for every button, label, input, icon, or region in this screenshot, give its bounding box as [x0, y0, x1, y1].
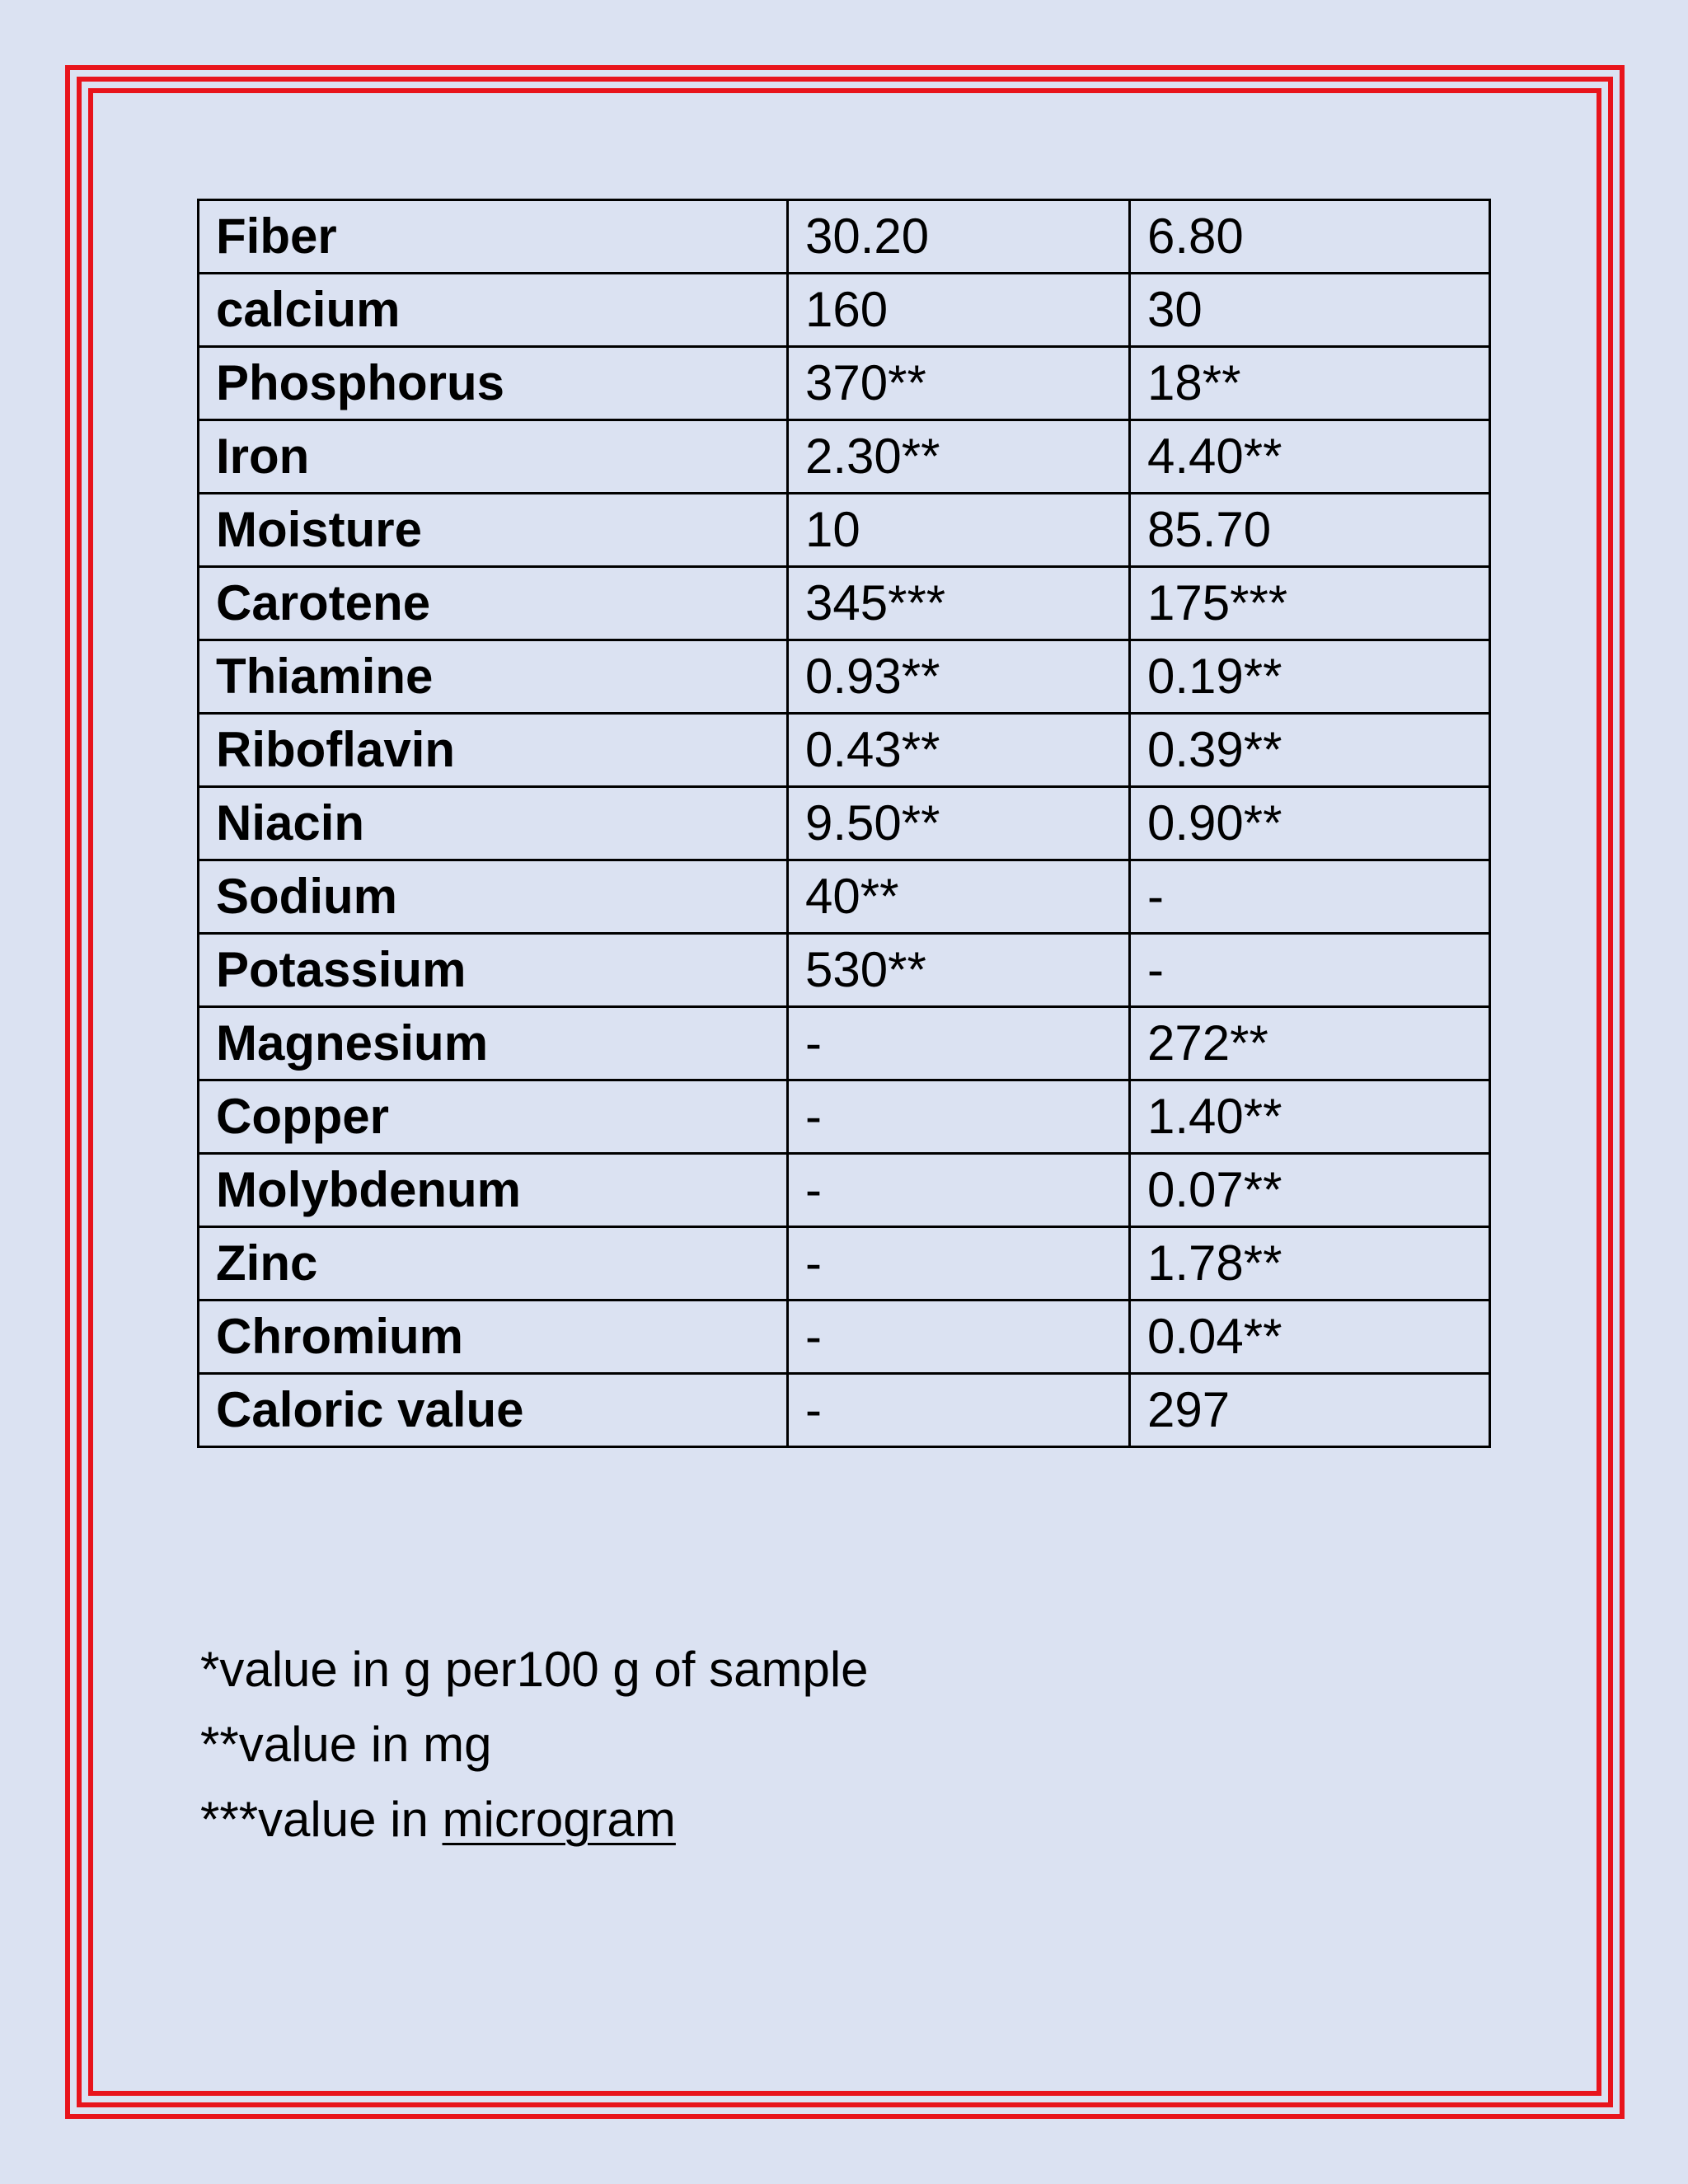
value-cell-2: 85.70 [1130, 494, 1490, 567]
table-row [199, 420, 1490, 494]
table-row [199, 787, 1490, 860]
nutrient-name-cell: Niacin [199, 787, 788, 860]
value-cell-2: 1.40** [1130, 1080, 1490, 1154]
value-cell-1: - [788, 1154, 1130, 1227]
nutrient-name-cell: Fiber [199, 200, 788, 274]
table-row [199, 200, 1490, 274]
nutrient-name-cell: Moisture [199, 494, 788, 567]
value-cell-2: 175*** [1130, 567, 1490, 640]
nutrient-name-cell: Riboflavin [199, 714, 788, 787]
value-cell-2: 1.78** [1130, 1227, 1490, 1301]
value-cell-1: 370** [788, 347, 1130, 420]
table-row [199, 934, 1490, 1007]
nutrient-table-body [199, 200, 1490, 1447]
table-row [199, 347, 1490, 420]
nutrient-name-cell: Phosphorus [199, 347, 788, 420]
value-cell-2: 0.07** [1130, 1154, 1490, 1227]
value-cell-1: 9.50** [788, 787, 1130, 860]
table-row [199, 494, 1490, 567]
table-row [199, 1227, 1490, 1301]
table-row [199, 640, 1490, 714]
nutrient-name-cell: Potassium [199, 934, 788, 1007]
footnote-milligrams: **value in mg [200, 1717, 492, 1772]
value-cell-2: 297 [1130, 1374, 1490, 1447]
table-row [199, 1154, 1490, 1227]
value-cell-2: 30 [1130, 274, 1490, 347]
nutrient-name-cell: Carotene [199, 567, 788, 640]
nutrient-name-cell: Zinc [199, 1227, 788, 1301]
value-cell-1: 2.30** [788, 420, 1130, 494]
nutrient-name-cell: Copper [199, 1080, 788, 1154]
value-cell-1: 0.43** [788, 714, 1130, 787]
footnotes [200, 1632, 869, 1857]
value-cell-1: 160 [788, 274, 1130, 347]
value-cell-2: 0.04** [1130, 1301, 1490, 1374]
nutrient-name-cell: Iron [199, 420, 788, 494]
table-row [199, 274, 1490, 347]
value-cell-2: 18** [1130, 347, 1490, 420]
table-row [199, 1080, 1490, 1154]
value-cell-2: 272** [1130, 1007, 1490, 1080]
footnote-micrograms [200, 1782, 869, 1857]
value-cell-1: 40** [788, 860, 1130, 934]
value-cell-2: 0.19** [1130, 640, 1490, 714]
value-cell-2: 6.80 [1130, 200, 1490, 274]
table-row [199, 860, 1490, 934]
value-cell-1: 10 [788, 494, 1130, 567]
value-cell-2: 4.40** [1130, 420, 1490, 494]
value-cell-1: - [788, 1227, 1130, 1301]
table-row [199, 1374, 1490, 1447]
value-cell-2: - [1130, 934, 1490, 1007]
value-cell-1: 30.20 [788, 200, 1130, 274]
value-cell-1: - [788, 1080, 1130, 1154]
value-cell-1: - [788, 1007, 1130, 1080]
table-row [199, 714, 1490, 787]
nutrient-name-cell: Molybdenum [199, 1154, 788, 1227]
value-cell-1: 345*** [788, 567, 1130, 640]
nutrient-name-cell: Chromium [199, 1301, 788, 1374]
value-cell-2: 0.90** [1130, 787, 1490, 860]
nutrient-name-cell: Thiamine [199, 640, 788, 714]
value-cell-2: - [1130, 860, 1490, 934]
nutrient-table [197, 199, 1491, 1448]
nutrient-name-cell: Caloric value [199, 1374, 788, 1447]
value-cell-1: - [788, 1374, 1130, 1447]
footnote-grams: *value in g per100 g of sample [200, 1642, 869, 1697]
footnote-micrograms-unit: microgram [442, 1792, 676, 1847]
table-row [199, 1301, 1490, 1374]
value-cell-1: 0.93** [788, 640, 1130, 714]
footnote-micrograms-prefix: ***value in [200, 1792, 443, 1847]
value-cell-2: 0.39** [1130, 714, 1490, 787]
table-row [199, 567, 1490, 640]
value-cell-1: 530** [788, 934, 1130, 1007]
nutrient-name-cell: Sodium [199, 860, 788, 934]
table-row [199, 1007, 1490, 1080]
nutrient-name-cell: calcium [199, 274, 788, 347]
value-cell-1: - [788, 1301, 1130, 1374]
nutrient-name-cell: Magnesium [199, 1007, 788, 1080]
